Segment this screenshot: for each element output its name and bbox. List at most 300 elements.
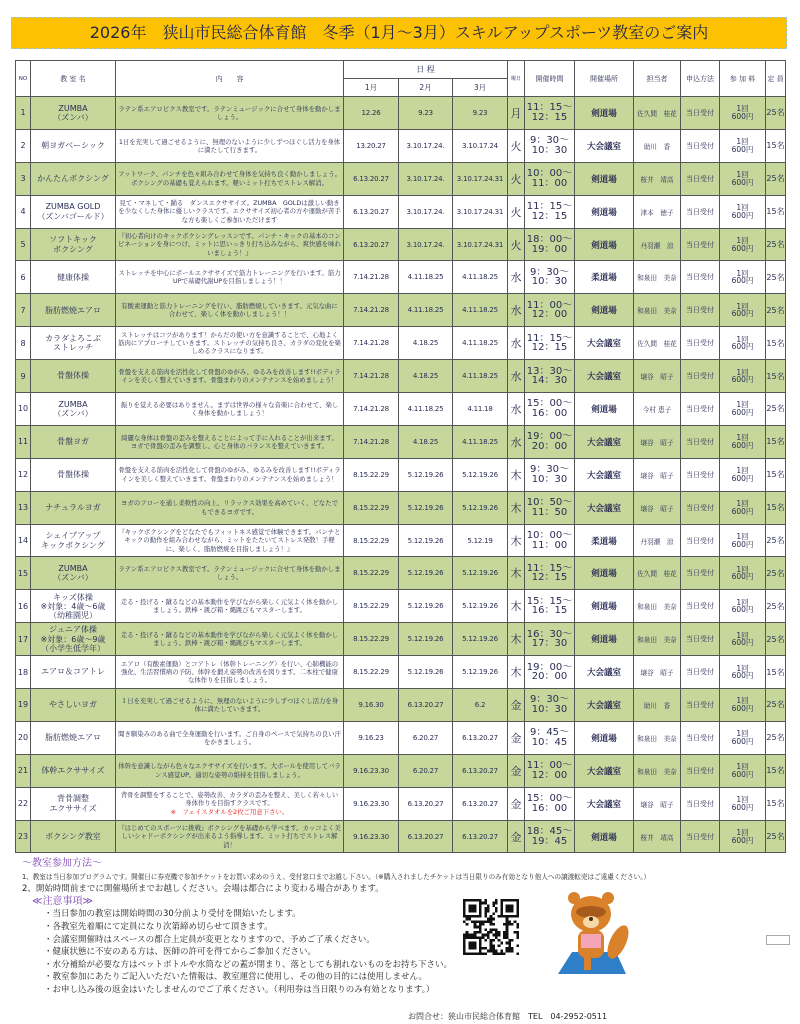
fee: 1回 600円	[720, 294, 766, 327]
row-number: 4	[16, 195, 31, 228]
march-dates: 4.11.18.25	[453, 294, 508, 327]
instructor: 和泉田 美奈	[634, 623, 681, 656]
capacity: 25名	[766, 590, 786, 623]
row-number: 6	[16, 261, 31, 294]
class-name: カラダよろこぶ ストレッチ	[31, 327, 116, 360]
march-dates: 3.10.17.24.31	[453, 195, 508, 228]
application-method: 当日受付	[681, 261, 720, 294]
instructor: 和泉田 美奈	[634, 294, 681, 327]
capacity: 15名	[766, 491, 786, 524]
class-content: １日を充実して過ごせるように、無理のないように少しずつほぐし活力を身体に満たしていきます。	[116, 689, 344, 722]
capacity: 15名	[766, 360, 786, 393]
table-row	[16, 524, 786, 557]
class-content: エアロ（有酸素運動）とコアトレ（体幹トレーニング）を行い、心肺機能の強化、生活習慣病の予防、体幹を鍛え姿勢の改善を図ります。二本柱で健康な体作りを目指しましょう。	[116, 656, 344, 689]
march-dates: 5.12.19.26	[453, 656, 508, 689]
january-dates: 8.15.22.29	[344, 491, 399, 524]
class-content: 綺麗な身体は骨盤の歪みを整えることによって手に入れることが出来ます。ヨガで骨盤の歪みを調整し、心と身体のバランスを整えていきます。	[116, 425, 344, 458]
fee: 1回 600円	[720, 623, 766, 656]
january-dates: 9.16.23.30	[344, 754, 399, 787]
january-dates: 8.15.22.29	[344, 623, 399, 656]
january-dates: 9.16.23	[344, 721, 399, 754]
fee: 1回 600円	[720, 129, 766, 162]
fee: 1回 600円	[720, 327, 766, 360]
capacity: 25名	[766, 721, 786, 754]
venue: 剣道場	[575, 228, 634, 261]
class-time: 11：00～ 12：00	[525, 294, 575, 327]
capacity: 15名	[766, 458, 786, 491]
class-time: 15：00～ 16：00	[525, 393, 575, 426]
fee: 1回 600円	[720, 162, 766, 195]
january-dates: 7.14.21.28	[344, 393, 399, 426]
instructor: 丹羽瀬 涼	[634, 228, 681, 261]
day-of-week: 金	[508, 689, 525, 722]
table-row	[16, 721, 786, 754]
instructor: 今村 恵子	[634, 393, 681, 426]
day-of-week: 木	[508, 491, 525, 524]
application-method: 当日受付	[681, 557, 720, 590]
class-time: 10：00～ 11：00	[525, 524, 575, 557]
fee: 1回 600円	[720, 261, 766, 294]
venue: 大会議室	[575, 360, 634, 393]
class-time: 11：15～ 12：15	[525, 97, 575, 130]
class-content: 見て・マネして・踊る ダンスエクササイズ。ZUMBA GOLDは激しい動きを少なくした身体に優しいクラスです。エクササイズ初心者の方や運動が苦手な方も楽しくご参加いただけます	[116, 195, 344, 228]
class-name: 体幹エクササイズ	[31, 754, 116, 787]
capacity: 15名	[766, 327, 786, 360]
row-number: 9	[16, 360, 31, 393]
march-dates: 4.11.18.25	[453, 425, 508, 458]
capacity: 25名	[766, 261, 786, 294]
january-dates: 8.15.22.29	[344, 656, 399, 689]
class-name: 脂肪燃焼エアロ	[31, 721, 116, 754]
table-row	[16, 689, 786, 722]
day-of-week: 火	[508, 162, 525, 195]
application-method: 当日受付	[681, 689, 720, 722]
application-method: 当日受付	[681, 721, 720, 754]
instructor: 壌谷 昭子	[634, 787, 681, 820]
class-name: ボクシング教室	[31, 820, 116, 853]
header-time: 開催時間	[525, 61, 575, 97]
capacity: 15名	[766, 787, 786, 820]
class-content: 走る・投げる・蹴るなどの基本動作を学びながら楽しく元気よく体を動かしましょう。鉄棒・跳び箱・縄跳びもマスターします。	[116, 590, 344, 623]
venue: 大会議室	[575, 327, 634, 360]
class-name: 背骨調整 エクササイズ	[31, 787, 116, 820]
fee: 1回 600円	[720, 820, 766, 853]
venue: 大会議室	[575, 458, 634, 491]
march-dates: 4.11.18.25	[453, 261, 508, 294]
class-name: ZUMBA GOLD （ズンバゴールド）	[31, 195, 116, 228]
day-of-week: 木	[508, 524, 525, 557]
day-of-week: 水	[508, 425, 525, 458]
class-content	[116, 787, 344, 820]
row-number: 19	[16, 689, 31, 722]
capacity: 25名	[766, 557, 786, 590]
february-dates: 4.18.25	[399, 327, 453, 360]
row-number: 17	[16, 623, 31, 656]
day-of-week: 火	[508, 129, 525, 162]
fee: 1回 600円	[720, 754, 766, 787]
note-item: ・教室参加にあたりご記入いただいた情報は、教室運営に使用し、その他の目的には使用しません。	[44, 972, 428, 983]
instructor: 和泉田 美奈	[634, 721, 681, 754]
class-time: 13：30～ 14：30	[525, 360, 575, 393]
participation-step-2: 2、開始時間前までに開催場所までお越しください。会場は都合により変わる場合があります。	[22, 884, 384, 895]
class-name: 朝ヨガベーシック	[31, 129, 116, 162]
class-content: 振りを覚える必要はありません。まずは世界の様々な音楽に合わせて、楽しく身体を動かしましょう！	[116, 393, 344, 426]
class-time: 15：15～ 16：15	[525, 590, 575, 623]
day-of-week: 木	[508, 623, 525, 656]
instructor: 佐久間 桂花	[634, 557, 681, 590]
class-name: ZUMBA （ズンバ）	[31, 393, 116, 426]
header-feb: 2月	[399, 79, 453, 97]
january-dates: 7.14.21.28	[344, 327, 399, 360]
row-number: 22	[16, 787, 31, 820]
tanuki-mascot-illustration	[550, 890, 630, 978]
day-of-week: 水	[508, 294, 525, 327]
class-content: 走る・投げる・蹴るなどの基本動作を学びながら楽しく元気よく体を動かしましょう。鉄棒・跳び箱・縄跳びもマスターします。	[116, 623, 344, 656]
venue: 大会議室	[575, 787, 634, 820]
header-place: 開催場所	[575, 61, 634, 97]
table-row	[16, 590, 786, 623]
january-dates: 7.14.21.28	[344, 360, 399, 393]
capacity: 25名	[766, 623, 786, 656]
capacity: 25名	[766, 820, 786, 853]
participation-step-1: 1、教室は当日参加プログラムです。開催日に券売機で参加チケットをお買い求めのうえ、受付窓口までお越し下さい。（※購入されましたチケットは当日限りのみ有効となり他人への譲渡転売はご遠慮ください。）	[22, 872, 651, 881]
row-number: 20	[16, 721, 31, 754]
fee: 1回 600円	[720, 557, 766, 590]
february-dates: 4.11.18.25	[399, 294, 453, 327]
class-content: ストレッチを中心にボールエクササイズで筋力トレーニングを行います。筋力UPで基礎代謝UPを目指しましょう！！	[116, 261, 344, 294]
class-content: ラテン系エアロビクス教室です。ラテンミュージックに合せて身体を動かしましょう。	[116, 97, 344, 130]
class-name: 骨盤体操	[31, 458, 116, 491]
application-method: 当日受付	[681, 97, 720, 130]
instructor: 壌谷 昭子	[634, 656, 681, 689]
application-method: 当日受付	[681, 425, 720, 458]
day-of-week: 金	[508, 754, 525, 787]
fee: 1回 600円	[720, 97, 766, 130]
class-content: 『キックボクシングをどなたでもフィットネス感覚で体験できます。パンチとキックの動作を組み合わせながら、ミットをたたいてストレス発散！手軽に、楽しく、脂肪燃焼を目指しましょう！』	[116, 524, 344, 557]
february-dates: 5.12.19.26	[399, 623, 453, 656]
capacity: 25名	[766, 162, 786, 195]
february-dates: 5.12.19.26	[399, 557, 453, 590]
footer-info	[22, 858, 782, 997]
venue: 剣道場	[575, 162, 634, 195]
row-number: 12	[16, 458, 31, 491]
application-method: 当日受付	[681, 393, 720, 426]
capacity: 25名	[766, 393, 786, 426]
empty-box	[766, 935, 790, 945]
class-name: ナチュラルヨガ	[31, 491, 116, 524]
capacity: 15名	[766, 195, 786, 228]
table-row	[16, 294, 786, 327]
day-of-week: 月	[508, 97, 525, 130]
march-dates: 6.13.20.27	[453, 721, 508, 754]
qr-code[interactable]	[463, 896, 519, 958]
february-dates: 4.11.18.25	[399, 393, 453, 426]
row-number: 13	[16, 491, 31, 524]
february-dates: 5.12.19.26	[399, 590, 453, 623]
day-of-week: 水	[508, 261, 525, 294]
january-dates: 9.16.30	[344, 689, 399, 722]
header-content: 内 容	[116, 61, 344, 97]
class-content: 『はじめてのスポーツに挑戦』ボクシングを基礎から学べます。カッコよく美しいシャドーボクシングが出来るよう指導します。ミット打ちでストレス解消！	[116, 820, 344, 853]
march-dates: 6.13.20.27	[453, 787, 508, 820]
venue: 柔道場	[575, 261, 634, 294]
application-method: 当日受付	[681, 360, 720, 393]
venue: 剣道場	[575, 294, 634, 327]
february-dates: 6.13.20.27	[399, 689, 453, 722]
march-dates: 5.12.19	[453, 524, 508, 557]
venue: 剣道場	[575, 721, 634, 754]
january-dates: 9.16.23.30	[344, 787, 399, 820]
table-row	[16, 623, 786, 656]
table-row	[16, 656, 786, 689]
content-text: 背骨を調整をすることで、姿勢改善、カラダの歪みを整え、美しく若々しい身体作りを目指すクラスです。	[120, 791, 339, 808]
january-dates: 8.15.22.29	[344, 524, 399, 557]
content-note: ※ フェイスタオルを2枚ご用意下さい。	[170, 807, 289, 816]
class-name: 骨盤ヨガ	[31, 425, 116, 458]
class-name: シェイプアップ キックボクシング	[31, 524, 116, 557]
header-dow: 曜日	[508, 61, 525, 97]
schedule-table	[15, 60, 786, 853]
application-method: 当日受付	[681, 327, 720, 360]
row-number: 5	[16, 228, 31, 261]
venue: 柔道場	[575, 524, 634, 557]
day-of-week: 火	[508, 195, 525, 228]
class-name: やさしいヨガ	[31, 689, 116, 722]
february-dates: 4.18.25	[399, 360, 453, 393]
row-number: 23	[16, 820, 31, 853]
march-dates: 9.23	[453, 97, 508, 130]
march-dates: 6.2	[453, 689, 508, 722]
row-number: 14	[16, 524, 31, 557]
note-item: ・お申し込み後の返金はいたしませんのでご了承ください。（利用券は当日限りのみ有効となります。）	[44, 984, 435, 995]
table-row	[16, 228, 786, 261]
venue: 大会議室	[575, 754, 634, 787]
header-instructor: 担当者	[634, 61, 681, 97]
instructor: 丹羽瀬 涼	[634, 524, 681, 557]
venue: 大会議室	[575, 656, 634, 689]
class-time: 11：15～ 12：15	[525, 195, 575, 228]
row-number: 1	[16, 97, 31, 130]
header-capacity: 定 員	[766, 61, 786, 97]
header-no: NO	[16, 61, 31, 97]
instructor: 壌谷 昭子	[634, 458, 681, 491]
row-number: 18	[16, 656, 31, 689]
class-time: 10：00～ 11：00	[525, 162, 575, 195]
class-name: ジュニア体操 ※対象：6歳～9歳 （小学生低学年）	[31, 623, 116, 656]
day-of-week: 木	[508, 458, 525, 491]
capacity: 15名	[766, 129, 786, 162]
venue: 剣道場	[575, 590, 634, 623]
application-method: 当日受付	[681, 787, 720, 820]
row-number: 10	[16, 393, 31, 426]
fee: 1回 600円	[720, 393, 766, 426]
class-time: 11：00～ 12：00	[525, 754, 575, 787]
february-dates: 4.11.18.25	[399, 261, 453, 294]
february-dates: 6.13.20.27	[399, 820, 453, 853]
capacity: 25名	[766, 524, 786, 557]
class-content: 聞き馴染みのある曲で全身運動を行います。ご自身のペースで気持ちの良い汗をかきましょう。	[116, 721, 344, 754]
class-content: ラテン系エアロビクス教室です。ラテンミュージックに合せて身体を動かしましょう。	[116, 557, 344, 590]
page-title: 2026年 狭山市民総合体育館 冬季（1月～3月）スキルアップスポーツ教室のご案内	[11, 17, 787, 49]
class-content: ヨガのフローを通し柔軟性の向上、リラックス効果を高めていく、どなたでもできるヨガです。	[116, 491, 344, 524]
february-dates: 3.10.17.24.	[399, 228, 453, 261]
day-of-week: 木	[508, 590, 525, 623]
march-dates: 5.12.19.26	[453, 623, 508, 656]
february-dates: 3.10.17.24.	[399, 162, 453, 195]
class-content: 有酸素運動と筋力トレーニングを行い、脂肪燃焼していきます。元気な曲に合わせて、楽しく体を動かしましょう！！	[116, 294, 344, 327]
application-method: 当日受付	[681, 294, 720, 327]
class-name: 骨盤体操	[31, 360, 116, 393]
march-dates: 4.11.18.25	[453, 360, 508, 393]
venue: 剣道場	[575, 820, 634, 853]
class-time: 9：30～ 10：30	[525, 689, 575, 722]
header-schedule: 日 程	[344, 61, 508, 79]
table-row	[16, 195, 786, 228]
day-of-week: 水	[508, 393, 525, 426]
instructor: 和泉田 美奈	[634, 261, 681, 294]
fee: 1回 600円	[720, 360, 766, 393]
table-row	[16, 820, 786, 853]
application-method: 当日受付	[681, 623, 720, 656]
january-dates: 9.16.23.30	[344, 820, 399, 853]
instructor: 壌谷 昭子	[634, 360, 681, 393]
fee: 1回 600円	[720, 491, 766, 524]
class-content: ストレッチはコツがあります！からだの使い方を意識することで、心地よく筋肉にアプローチしていきます。ストレッチの気持ち良さ、カラダの変化を楽しめるクラスになります。	[116, 327, 344, 360]
header-jan: 1月	[344, 79, 399, 97]
participation-heading: ～教室参加方法～	[22, 858, 102, 869]
row-number: 11	[16, 425, 31, 458]
note-item: ・水分補給が必要な方はペットボトルや水筒などの蓋が閉まり、落としても割れないものをお持ち下さい。	[44, 959, 453, 970]
february-dates: 5.12.19.26	[399, 524, 453, 557]
class-time: 11：15～ 12：15	[525, 557, 575, 590]
class-time: 11：15～ 12：15	[525, 327, 575, 360]
application-method: 当日受付	[681, 228, 720, 261]
row-number: 15	[16, 557, 31, 590]
application-method: 当日受付	[681, 195, 720, 228]
application-method: 当日受付	[681, 820, 720, 853]
february-dates: 4.18.25	[399, 425, 453, 458]
february-dates: 9.23	[399, 97, 453, 130]
fee: 1回 600円	[720, 590, 766, 623]
day-of-week: 金	[508, 787, 525, 820]
january-dates: 7.14.21.28	[344, 261, 399, 294]
header-fee: 参 加 料	[720, 61, 766, 97]
class-content: フットワーク、パンチを色々組み合わせて身体を気持ち良く動かしましょう。ボクシングの基礎も覚えられます。軽いミット打ちでストレス解消。	[116, 162, 344, 195]
application-method: 当日受付	[681, 590, 720, 623]
notes-heading: ≪注意事項≫	[32, 895, 93, 907]
fee: 1回 600円	[720, 787, 766, 820]
row-number: 2	[16, 129, 31, 162]
capacity: 15名	[766, 425, 786, 458]
class-name: エアロ＆コアトレ	[31, 656, 116, 689]
header-apply: 申込方法	[681, 61, 720, 97]
table-row	[16, 425, 786, 458]
class-name: ZUMBA （ズンバ）	[31, 557, 116, 590]
fee: 1回 600円	[720, 195, 766, 228]
instructor: 和泉田 美奈	[634, 754, 681, 787]
capacity: 15名	[766, 656, 786, 689]
table-row	[16, 557, 786, 590]
venue: 剣道場	[575, 97, 634, 130]
venue: 大会議室	[575, 491, 634, 524]
table-row	[16, 327, 786, 360]
fee: 1回 600円	[720, 721, 766, 754]
february-dates: 5.12.19.26	[399, 491, 453, 524]
class-time: 9：30～ 10：30	[525, 261, 575, 294]
january-dates: 8.15.22.29	[344, 557, 399, 590]
class-time: 16：30～ 17：30	[525, 623, 575, 656]
march-dates: 6.13.20.27	[453, 754, 508, 787]
application-method: 当日受付	[681, 129, 720, 162]
march-dates: 4.11.18	[453, 393, 508, 426]
table-row	[16, 129, 786, 162]
february-dates: 3.10.17.24.	[399, 129, 453, 162]
instructor: 壌谷 昭子	[634, 491, 681, 524]
class-time: 15：00～ 16：00	[525, 787, 575, 820]
table-row	[16, 261, 786, 294]
instructor: 佐久間 桂花	[634, 97, 681, 130]
venue: 剣道場	[575, 393, 634, 426]
class-content: 骨盤を支える筋肉を活性化して骨盤のゆがみ、ゆるみを改善します!!ボディラインを美しく整えていきます。骨盤まわりのメンテナンスを始めましょう！	[116, 458, 344, 491]
january-dates: 7.14.21.28	[344, 294, 399, 327]
fee: 1回 600円	[720, 425, 766, 458]
january-dates: 6.13.20.27	[344, 228, 399, 261]
venue: 大会議室	[575, 425, 634, 458]
class-content: 体幹を意識しながら色々なエクササイズを行います。大ボールを使用してバランス感覚UP。適切な姿勢の維持を目指しましょう。	[116, 754, 344, 787]
table-row	[16, 787, 786, 820]
class-content: 1日を充実して過ごせるように、無理のないように少しずつほぐし活力を身体に満たして行きます。	[116, 129, 344, 162]
note-item: ・各教室先着順にて定員になり次第締め切らせて頂きます。	[44, 921, 273, 932]
class-name: 脂肪燃焼エアロ	[31, 294, 116, 327]
table-row	[16, 491, 786, 524]
capacity: 25名	[766, 228, 786, 261]
instructor: 桜井 靖高	[634, 162, 681, 195]
march-dates: 6.13.20.27	[453, 820, 508, 853]
table-row	[16, 97, 786, 130]
class-time: 9：45～ 10：45	[525, 721, 575, 754]
fee: 1回 600円	[720, 656, 766, 689]
march-dates: 3.10.17.24.31	[453, 228, 508, 261]
instructor: 壌谷 昭子	[634, 425, 681, 458]
march-dates: 3.10.17.24.31	[453, 162, 508, 195]
note-item: ・健康状態に不安のある方は、医師の許可を得てからご参加ください。	[44, 947, 317, 958]
row-number: 21	[16, 754, 31, 787]
application-method: 当日受付	[681, 656, 720, 689]
row-number: 16	[16, 590, 31, 623]
class-time: 9：30～ 10：30	[525, 458, 575, 491]
note-item: ・当日参加の教室は開始時間の30分前より受付を開始いたします。	[44, 909, 301, 920]
day-of-week: 金	[508, 721, 525, 754]
class-name: キッズ体操 ※対象：4歳～6歳 （幼稚園児）	[31, 590, 116, 623]
class-name: ソフトキック ボクシング	[31, 228, 116, 261]
march-dates: 4.11.18.25	[453, 327, 508, 360]
instructor: 桜井 靖高	[634, 820, 681, 853]
contact-info: お問合せ：狭山市民総合体育館 TEL 04-2952-0511	[408, 1012, 608, 1021]
capacity: 15名	[766, 754, 786, 787]
row-number: 3	[16, 162, 31, 195]
venue: 剣道場	[575, 195, 634, 228]
venue: 剣道場	[575, 557, 634, 590]
application-method: 当日受付	[681, 754, 720, 787]
fee: 1回 600円	[720, 524, 766, 557]
february-dates: 3.10.17.24.	[399, 195, 453, 228]
march-dates: 5.12.19.26	[453, 590, 508, 623]
table-row	[16, 754, 786, 787]
march-dates: 3.10.17.24	[453, 129, 508, 162]
header-mar: 3月	[453, 79, 508, 97]
march-dates: 5.12.19.26	[453, 491, 508, 524]
note-item: ・会議室開催時はスペースの都合上定員が変更となりますので、予めご了承ください。	[44, 934, 375, 945]
